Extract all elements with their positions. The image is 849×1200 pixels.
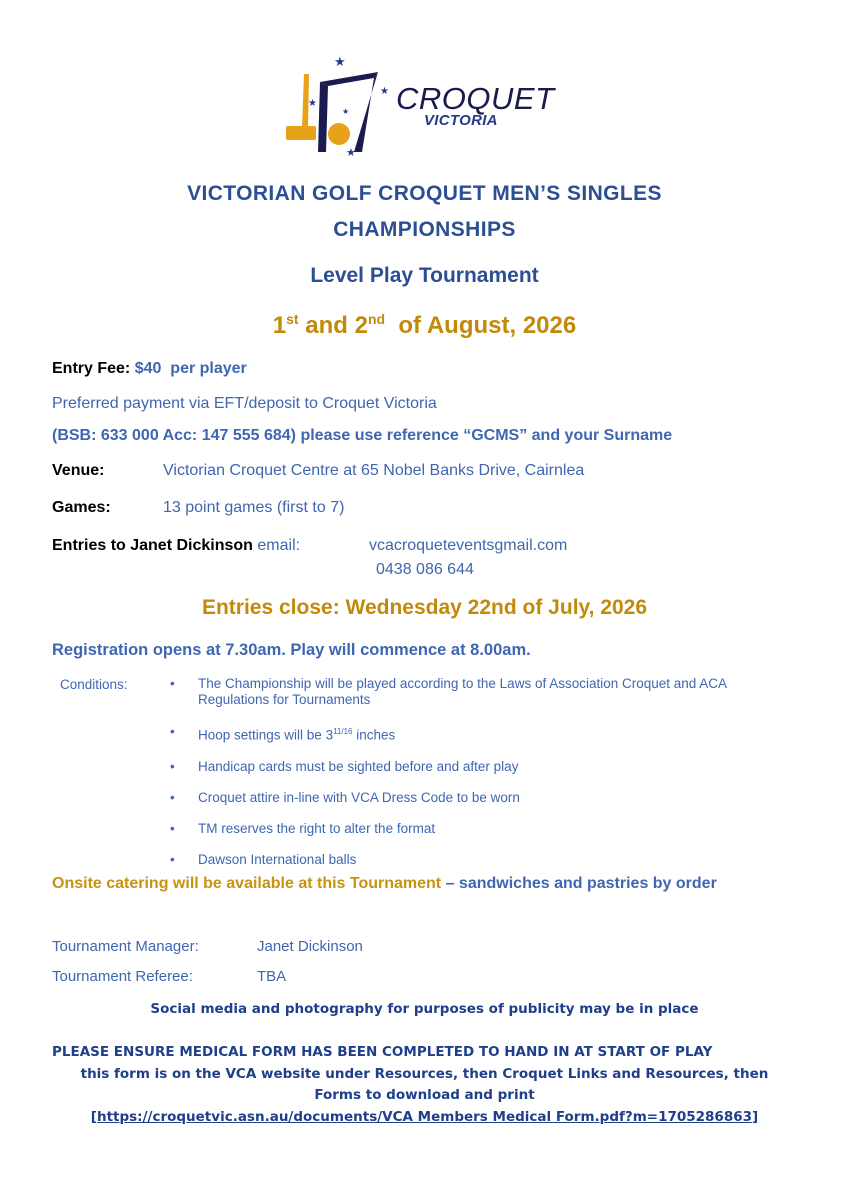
tournament-date: 1st and 2nd of August, 2026 — [272, 311, 577, 339]
entries-email[interactable]: vcacroqueteventsgmail.com — [369, 537, 568, 554]
tournament-manager-name: Janet Dickinson — [257, 938, 363, 955]
conditions-list — [170, 676, 790, 883]
email-label: email: — [257, 537, 301, 554]
venue-label: Venue: — [52, 462, 105, 479]
entries-phone: 0438 086 644 — [376, 561, 474, 578]
condition-item: • Dawson International balls — [170, 852, 790, 868]
condition-item: • The Championship will be played according to the Laws of Association Croquet and ACA Regulations for Tournaments — [170, 676, 758, 708]
svg-text:★: ★ — [346, 146, 356, 159]
page-title-line1: VICTORIAN GOLF CROQUET MEN’S SINGLES — [187, 182, 662, 205]
condition-item: • Handicap cards must be sighted before and after play — [170, 759, 790, 775]
entry-fee-value: $40 per player — [134, 360, 247, 377]
entries-row — [52, 537, 300, 555]
conditions-label: Conditions: — [60, 677, 128, 692]
entry-fee-label: Entry Fee: — [52, 360, 131, 377]
games-label: Games: — [52, 499, 111, 516]
payment-line2: (BSB: 633 000 Acc: 147 555 684) please use reference “GCMS” and your Surname — [52, 427, 673, 444]
logo-wordmark: CROQUET — [396, 81, 555, 116]
tournament-referee-label: Tournament Referee: — [52, 968, 193, 985]
page-title-line2: CHAMPIONSHIPS — [333, 218, 516, 241]
svg-text:★: ★ — [380, 86, 389, 97]
medical-form-location: this form is on the VCA website under Resources, then Croquet Links and Resources, then — [80, 1066, 769, 1082]
payment-line1: Preferred payment via EFT/deposit to Croquet Victoria — [52, 395, 437, 412]
registration-info: Registration opens at 7.30am. Play will commence at 8.00am. — [52, 641, 531, 659]
entry-fee-row — [52, 360, 247, 378]
entries-close: Entries close: Wednesday 22nd of July, 2026 — [201, 596, 648, 619]
catering-info: Onsite catering will be available at this Tournament – sandwiches and pastries by order — [52, 875, 717, 892]
entries-label: Entries to Janet Dickinson — [52, 537, 253, 554]
condition-item: • Hoop settings will be $3^{11/16}$ inches — [170, 724, 790, 744]
tournament-referee-name: TBA — [257, 968, 287, 985]
social-media-notice: Social media and photography for purposes of publicity may be in place — [150, 1001, 699, 1017]
games-value: 13 point games (first to 7) — [163, 499, 345, 516]
tournament-manager-label: Tournament Manager: — [52, 938, 199, 955]
condition-item: • Croquet attire in-line with VCA Dress Code to be worn — [170, 790, 790, 806]
medical-form-notice: PLEASE ENSURE MEDICAL FORM HAS BEEN COMPLETED TO HAND IN AT START OF PLAY — [52, 1044, 713, 1060]
svg-text:★: ★ — [334, 55, 346, 70]
venue-value: Victorian Croquet Centre at 65 Nobel Banks Drive, Cairnlea — [163, 462, 585, 479]
medical-form-download: Forms to download and print — [314, 1087, 535, 1103]
tournament-type: Level Play Tournament — [310, 264, 539, 287]
medical-form-link[interactable]: https://croquetvic.asn.au/documents/VCA Members Medical Form.pdf?m=1705286863 — [96, 1109, 753, 1125]
logo-subtitle: VICTORIA — [424, 112, 498, 129]
svg-text:★: ★ — [308, 98, 317, 109]
svg-text:★: ★ — [342, 107, 350, 116]
condition-item: • TM reserves the right to alter the format — [170, 821, 790, 837]
medical-form-link-row: [https://croquetvic.asn.au/documents/VCA Members Medical Form.pdf?m=1705286863] — [90, 1109, 759, 1125]
